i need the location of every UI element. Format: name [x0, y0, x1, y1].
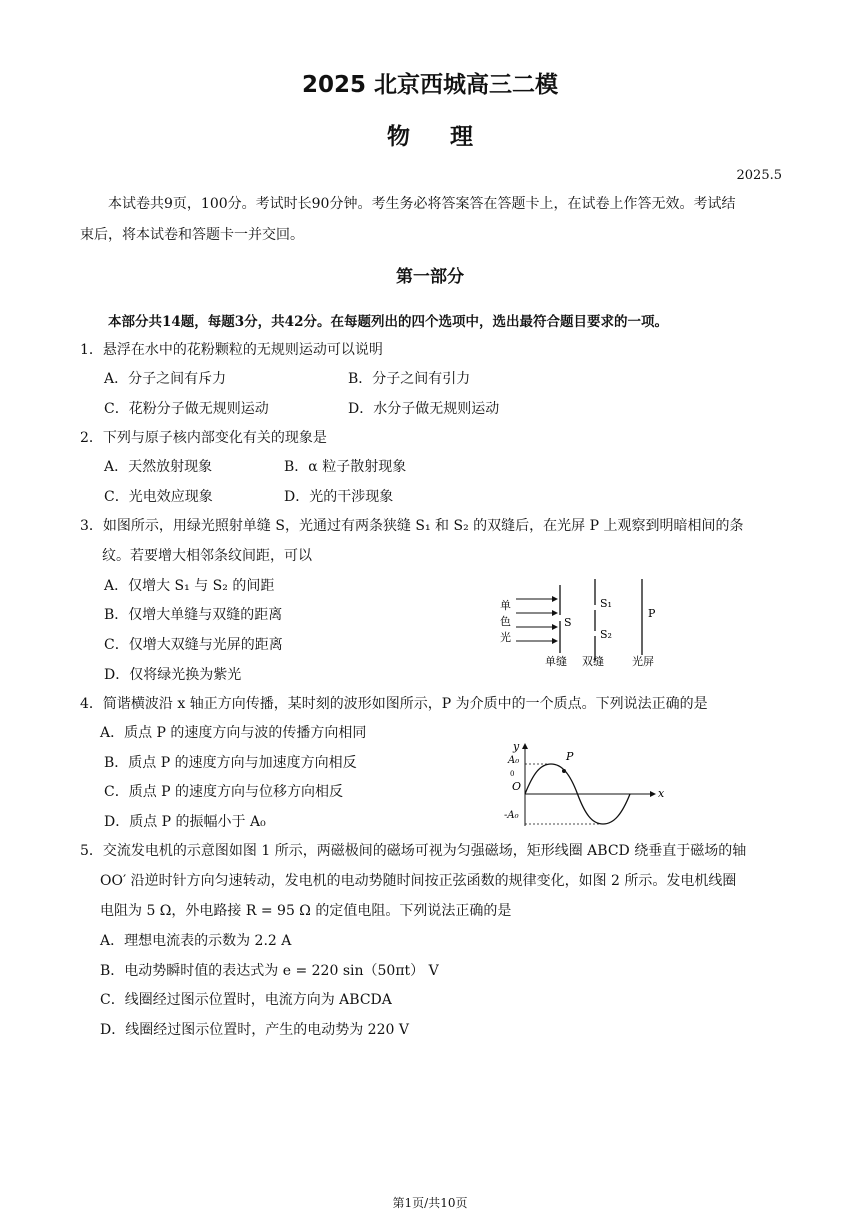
screen-p-label: P	[648, 607, 656, 620]
page-footer: 第1页/共10页	[392, 1196, 468, 1210]
q2-option-a: A．天然放射现象	[104, 459, 213, 475]
intro-line-2: 束后，将本试卷和答题卡一并交回。	[80, 227, 304, 243]
q3-option-a: A．仅增大 S₁ 与 S₂ 的间距	[104, 578, 275, 594]
subject-title: 物理	[387, 124, 513, 150]
q1-stem: 1．悬浮在水中的花粉颗粒的无规则运动可以说明	[80, 342, 383, 358]
q2-option-d: D．光的干涉现象	[284, 489, 394, 505]
part-heading: 第一部分	[396, 267, 464, 287]
q3-option-d: D．仅将绿光换为紫光	[104, 667, 242, 683]
q5-stem: 5．交流发电机的示意图如图 1 所示，两磁极间的磁场可视为匀强磁场，矩形线圈 ABCD 绕垂直于磁场的轴	[80, 843, 747, 859]
q3-option-c: C．仅增大双缝与光屏的距离	[104, 637, 283, 653]
q5-stem-cont-2: 电阻为 5 Ω，外电路接 R = 95 Ω 的定值电阻。下列说法正确的是	[100, 903, 512, 919]
q1-option-a: A．分子之间有斥力	[104, 371, 227, 387]
slit-s-label: S	[564, 616, 572, 629]
q2-stem: 2．下列与原子核内部变化有关的现象是	[80, 430, 327, 446]
exam-title: 2025 北京西城高三二模	[301, 72, 559, 98]
q3-option-b: B．仅增大单缝与双缝的距离	[104, 607, 283, 623]
q1-option-d: D．水分子做无规则运动	[348, 401, 500, 417]
zero-label: 0	[510, 770, 515, 778]
wave-diagram	[500, 738, 675, 830]
q4-option-a: A．质点 P 的速度方向与波的传播方向相同	[100, 725, 367, 741]
q5-option-c: C．线圈经过图示位置时，电流方向为 ABCDA	[100, 992, 392, 1008]
q3-stem: 3．如图所示，用绿光照射单缝 S，光通过有两条狭缝 S₁ 和 S₂ 的双缝后，在光屏 P 上观察到明暗相间的条	[80, 518, 744, 534]
part-instruction: 本部分共14题，每题3分，共42分。在每题列出的四个选项中，选出最符合题目要求的一项。	[108, 314, 668, 330]
q4-option-d: D．质点 P 的振幅小于 A₀	[104, 814, 266, 830]
q1-option-c: C．花粉分子做无规则运动	[104, 401, 269, 417]
q5-option-d: D．线圈经过图示位置时，产生的电动势为 220 V	[100, 1022, 409, 1038]
q2-option-c: C．光电效应现象	[104, 489, 213, 505]
q5-option-a: A．理想电流表的示数为 2.2 A	[100, 933, 292, 949]
q1-option-b: B．分子之间有引力	[348, 371, 471, 387]
q2-option-b: B．α 粒子散射现象	[284, 459, 407, 475]
slit-s2-label: S₂	[600, 628, 612, 641]
intro-line-1: 本试卷共9页，100分。考试时长90分钟。考生务必将答案答在答题卡上，在试卷上作答无效。考试结	[108, 196, 736, 212]
q5-option-b: B．电动势瞬时值的表达式为 e = 220 sin（50πt） V	[100, 963, 439, 979]
slit-s1-label: S₁	[600, 597, 612, 610]
q4-option-b: B．质点 P 的速度方向与加速度方向相反	[104, 755, 357, 771]
q4-stem: 4．简谐横波沿 x 轴正方向传播，某时刻的波形如图所示，P 为介质中的一个质点。下列说法正确的是	[80, 696, 708, 712]
double-slit-caption: 双缝	[582, 655, 604, 668]
light-label-2: 色	[500, 615, 511, 628]
light-label-3: 光	[500, 631, 511, 644]
light-label-1: 单	[500, 599, 511, 612]
x-axis-label: x	[658, 787, 665, 800]
point-p-label: P	[566, 750, 574, 763]
y-axis-label: y	[513, 740, 520, 753]
q4-option-c: C．质点 P 的速度方向与位移方向相反	[104, 784, 344, 800]
q3-stem-cont: 纹。若要增大相邻条纹间距，可以	[102, 548, 312, 564]
exam-date: 2025.5	[736, 168, 782, 183]
point-p	[562, 769, 566, 773]
origin-label: O	[512, 780, 522, 793]
double-slit-diagram	[490, 575, 670, 670]
neg-amplitude-label: -A₀	[504, 810, 519, 821]
amplitude-label: A₀	[508, 755, 520, 766]
screen-caption: 光屏	[632, 655, 654, 668]
q5-stem-cont-1: OO′ 沿逆时针方向匀速转动，发电机的电动势随时间按正弦函数的规律变化，如图 2 所示。发电机线圈	[100, 873, 737, 889]
single-slit-caption: 单缝	[545, 655, 567, 668]
